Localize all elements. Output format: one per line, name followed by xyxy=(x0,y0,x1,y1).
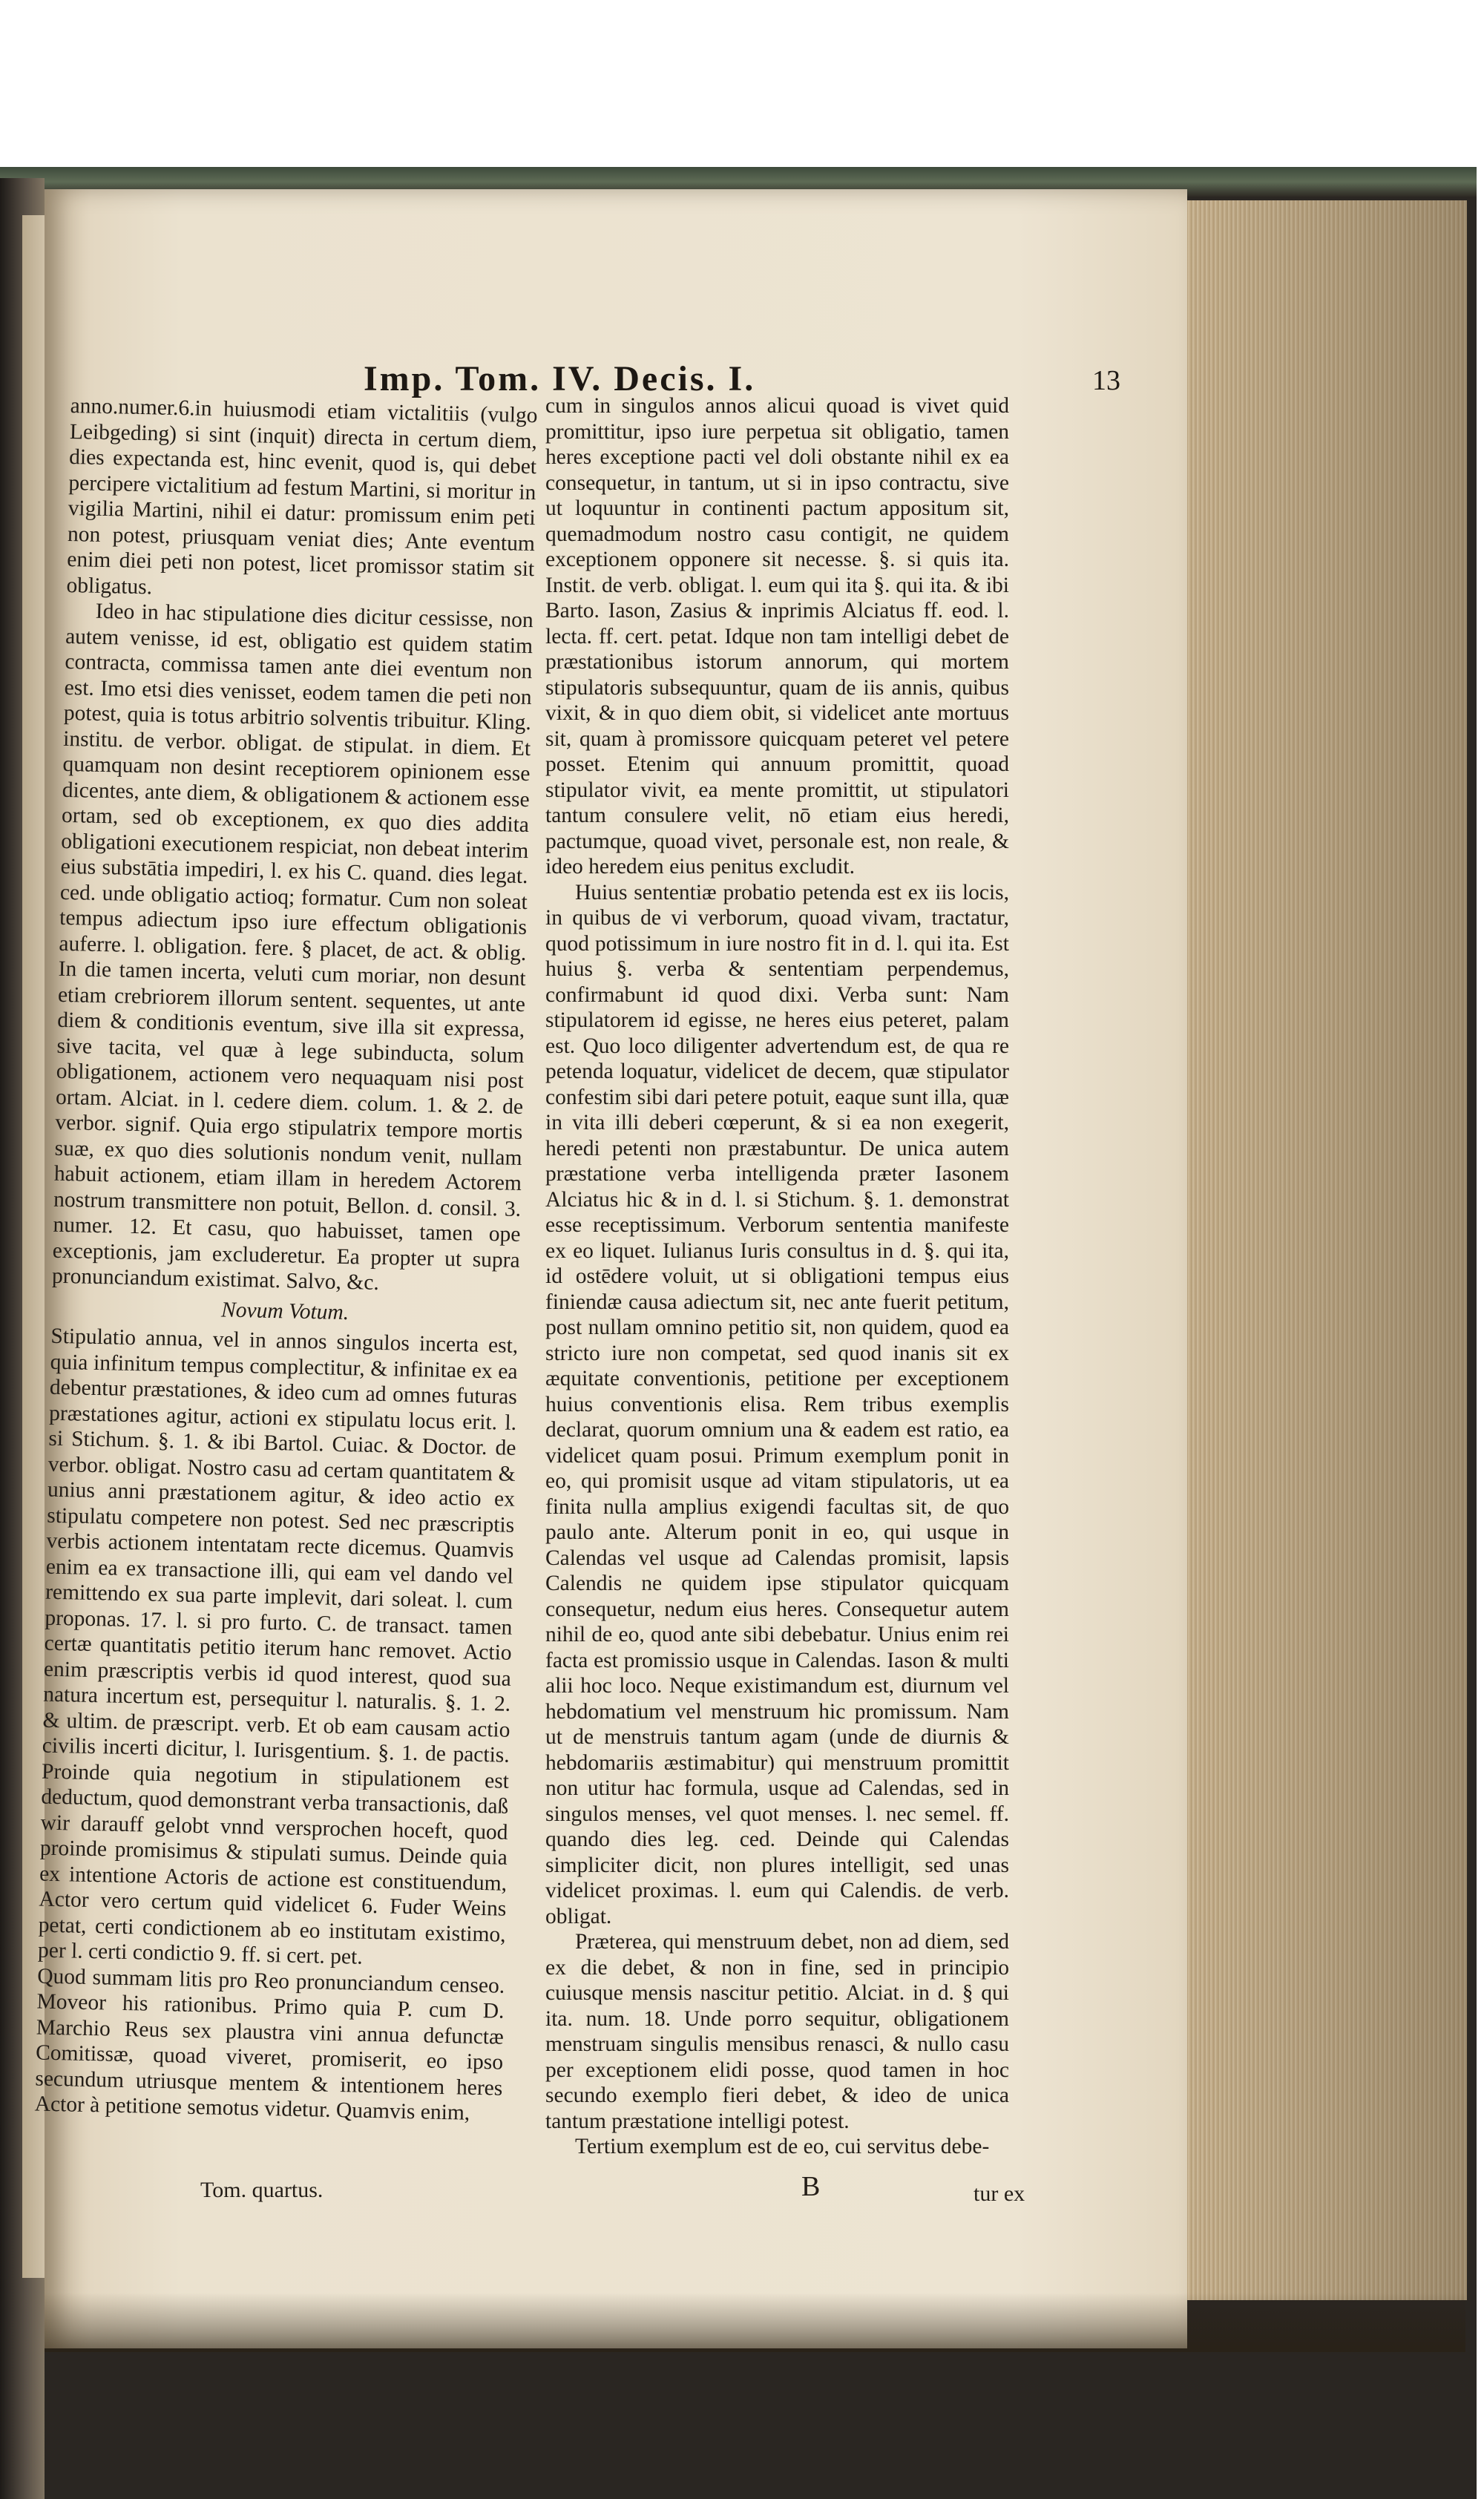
right-column xyxy=(545,393,1009,2160)
left-column xyxy=(34,393,538,2127)
paragraph: cum in singulos annos alicui quoad is vivet quid promittitur, ipso iure perpetua sit obligatio, tamen heres exceptione pacti vel doli obstante nihil ex ea consequetur, in tantum, ut si in ipso contractu, sive ut loquuntur in continenti pactum appositum sit, quemadmodum nostro casu contigit, ne quidem exceptionem opponere sit necesse. §. si quis ita. Instit. de verb. obligat. l. eum qui ita §. qui ita. & ibi Barto. Iason, Zasius & inprimis Alciatus ff. eod. l. lecta. ff. cert. petat. Idque non tam intelligi debet de præstationibus istorum annorum, qui mortem stipulatoris subsequuntur, quam de iis annis, quibus vixit, & in quo diem obit, si videlicet ante mortuus sit, quam à promissore quicquam peteret vel petere posset. Etenim qui annuum promittit, quoad stipulator vivit, ea mente promittit, ut stipulatori tantum consulere velit, nō etiam eius heredi, pactumque, quoad vivet, personale est, non reale, & ideo heredem eius penitus excludit. xyxy=(545,394,1009,879)
catchword: tur ex xyxy=(974,2181,1025,2206)
page-number: 13 xyxy=(1092,365,1120,396)
page-shadow xyxy=(45,2293,1465,2352)
signature-mark: B xyxy=(801,2171,821,2202)
paragraph: Ideo in hac stipulatione dies dicitur cessisse, non autem venisse, id est, obligatio est quidem statim contracta, commissa tamen ante diei eventum non est. Imo etsi dies venisset, eodem tamen die peti non potest, quia is totus arbitrio solventis tribuitur. Kling. institu. de verbor. obligat. de stipulat. in diem. Et quamquam non desint receptiorem opinionem esse dicentes, ante diem, & obligationem & actionem esse ortam, sed ob exceptionem, ex quo dies addita obligationi executionem respiciat, non debeat interim eius substātia impediri, l. ex his C. quand. dies legat. ced. unde obligatio actioq; formatur. Cum non soleat tempus adiectum ipso iure effectum obligationis auferre. l. obligation. fere. § placet, de act. & oblig. In die tamen incerta, veluti cum moriar, non desunt etiam crebriorem illorum sentent. sequentes, ut ante diem & conditionis eventum, sive illa sit expressa, sive tacita, vel quæ à lege subinducta, solum obligationem, actionem vero nequaquam nisi post ortam. Alciat. in l. cedere diem. colum. 1. & 2. de verbor. signif. Quia ergo stipulatrix tempore mortis suæ, ex quo dies solutionis nondum venit, nullam habuit actionem, etiam illam in heredem Actorem nostrum transmittere non potuit, Bellon. d. consil. 3. numer. 12. Et casu, quo habuisset, tamen ope exceptionis, jam excluderetur. Ea propter ut supra pronunciandum existimat. Salvo, &c. xyxy=(51,599,534,1295)
paragraph: anno.numer.6.in huiusmodi etiam victalitiis (vulgo Leibgeding) si sint (inquit) directa in certum diem, dies expectanda est, hinc evenit, quod is, qui debet percipere victalitium ad festum Martini, si moritur in vigilia Martini, nihil ei datur: promissum enim peti non potest, priusquam veniat dies; Ante eventum enim diei peti non potest, licet promissor statim sit obligatus. xyxy=(66,393,538,599)
section-heading: Novum Votum. xyxy=(220,1298,349,1324)
running-title: Imp. Tom. IV. Decis. I. xyxy=(364,359,756,398)
page-block-edges xyxy=(1180,200,1467,2300)
paragraph: Quod summam litis pro Reo pronunciandum censeo. Moveor his rationibus. Primo quia P. cum D. Marchio Reus sex plaustra vini annua defunctæ Comitissæ, quoad viveret, promiserit, eo ipso secundum utriusque mentem & intentionem heres Actor à petitione semotus videtur. Quamvis enim, xyxy=(34,1964,505,2125)
paragraph: Tertium exemplum est de eo, cui servitus debe- xyxy=(575,2135,990,2158)
paragraph: Stipulatio annua, vel in annos singulos incerta est, quia infinitum tempus complectitur, & infinitae ex ea debentur præstationes, & ideo cum ad omnes futuras præstationes agitur, actioni ex stipulatu locus erit. l. si Stichum. §. 1. & ibi Bartol. Cuiac. & Doctor. de verbor. obligat. Nostro casu ad certam quantitatem & unius anni præstationem agitur, & ideo actio ex stipulatu competere non potest. Sed nec præscriptis verbis actionem intentatam recte dicemus. Quamvis enim ea ex transactione illi, qui eam vel dando vel remittendo ex sua parte implevit, dari soleat. l. cum proponas. 17. l. si pro furto. C. de transact. tamen certæ quantitatis petitio iterum hanc removet. Actio enim præscriptis verbis id quod interest, quod sua natura incertum est, persequitur l. naturalis. §. 1. 2. & ultim. de præscript. verb. Et ob eam causam actio civilis incerti dicitur, l. Iurisgentium. §. 1. de pactis. Proinde quia negotium in stipulationem est deductum, quod demonstrant verba transactionis, daß wir darauff gelobt vnnd versprochen hoceft, quod proinde promisimus & stipulati sumus. Deinde quia ex intentione Actoris de actione est constituendum, Actor vero certum quid videlicet 6. Fuder Weins petat, certi condictionem ab eo institutam existimo, per l. certi condictio 9. ff. si cert. pet. xyxy=(37,1324,519,1969)
paragraph: Præterea, qui menstruum debet, non ad diem, sed ex die debet, & non in fine, sed in principio cuiusque mensis nascitur petitio. Alciat. in d. § qui ita. num. 18. Unde porro sequitur, obligationem menstruam singulis mensibus renasci, & nullo casu per exceptionem elidi posse, quod tamen in hoc secundo exemplo fieri debet, & ideo de unica tantum præstatione intelligi potest. xyxy=(545,1930,1009,2133)
paragraph: Huius sententiæ probatio petenda est ex iis locis, in quibus de vi verborum, quoad vivam, tractatur, quod potissimum in iure nostro fit in d. l. qui ita. Est huius §. verba & sententiam perpendemus, confirmabunt id quod dixi. Verba sunt: Nam stipulatorem id egisse, ne heres eius peteret, palam est. Quo loco diligenter advertendum est, de qua re petenda loquatur, videlicet de decem, quæ stipulator confestim sibi dari petere potuit, eaque sunt illa, quæ in vita illi deberi cœperunt, & si ea non exegerit, heredi petenti non præstabuntur. De unica autem præstatione verba intelligenda præter Iasonem Alciatus hic & in d. l. si Stichum. §. 1. demonstrat esse receptissimum. Verborum sententia manifeste ex eo liquet. Iulianus Iuris consultus in d. §. qui ita, id ostēdere voluit, ut si obligationi tempus eius finiendæ causa adiectum sit, nec ante fuerit petitum, post nullam omnino petitio sit, non quidem, quod ea stricto iure non competat, sed quod inanis sit ex æquitate conventionis, petitione per exceptionem huius conventionis elisa. Rem tribus exemplis declarat, quorum omnium una & eadem est ratio, ea videlicet quam posui. Primum exemplum ponit in eo, qui promisit usque ad vitam stipulatoris, ut ea finita nulla amplius exigendi facultas sit, de quo paulo ante. Alterum ponit in eo, qui usque in Calendas vel usque ad Calendas promisit, lapsis Calendis ne quidem ipse stipulator quicquam consequetur, nedum eius heres. Consequetur autem nihil de eo, quod ante sibi debebatur. Unius enim rei facta est promissio usque in Calendas. Iason & multi alii hoc loco. Neque existimandum est, diurnum vel hebdomatium vel menstruum hic promissum. Nam ut de menstruis tantum agam (unde de diurnis & hebdomariis æstimabitur) qui menstruum promittit non utitur hac formula, usque ad Calendas, sed in singulos menses, vel quot menses. l. nec semel. ff. quando dies leg. ced. Deinde qui Calendas simpliciter dicit, non plures intelligit, sed unas videlicet proximas. l. eum qui Calendis. de verb. obligat. xyxy=(545,880,1009,1928)
volume-footer: Tom. quartus. xyxy=(200,2178,324,2202)
